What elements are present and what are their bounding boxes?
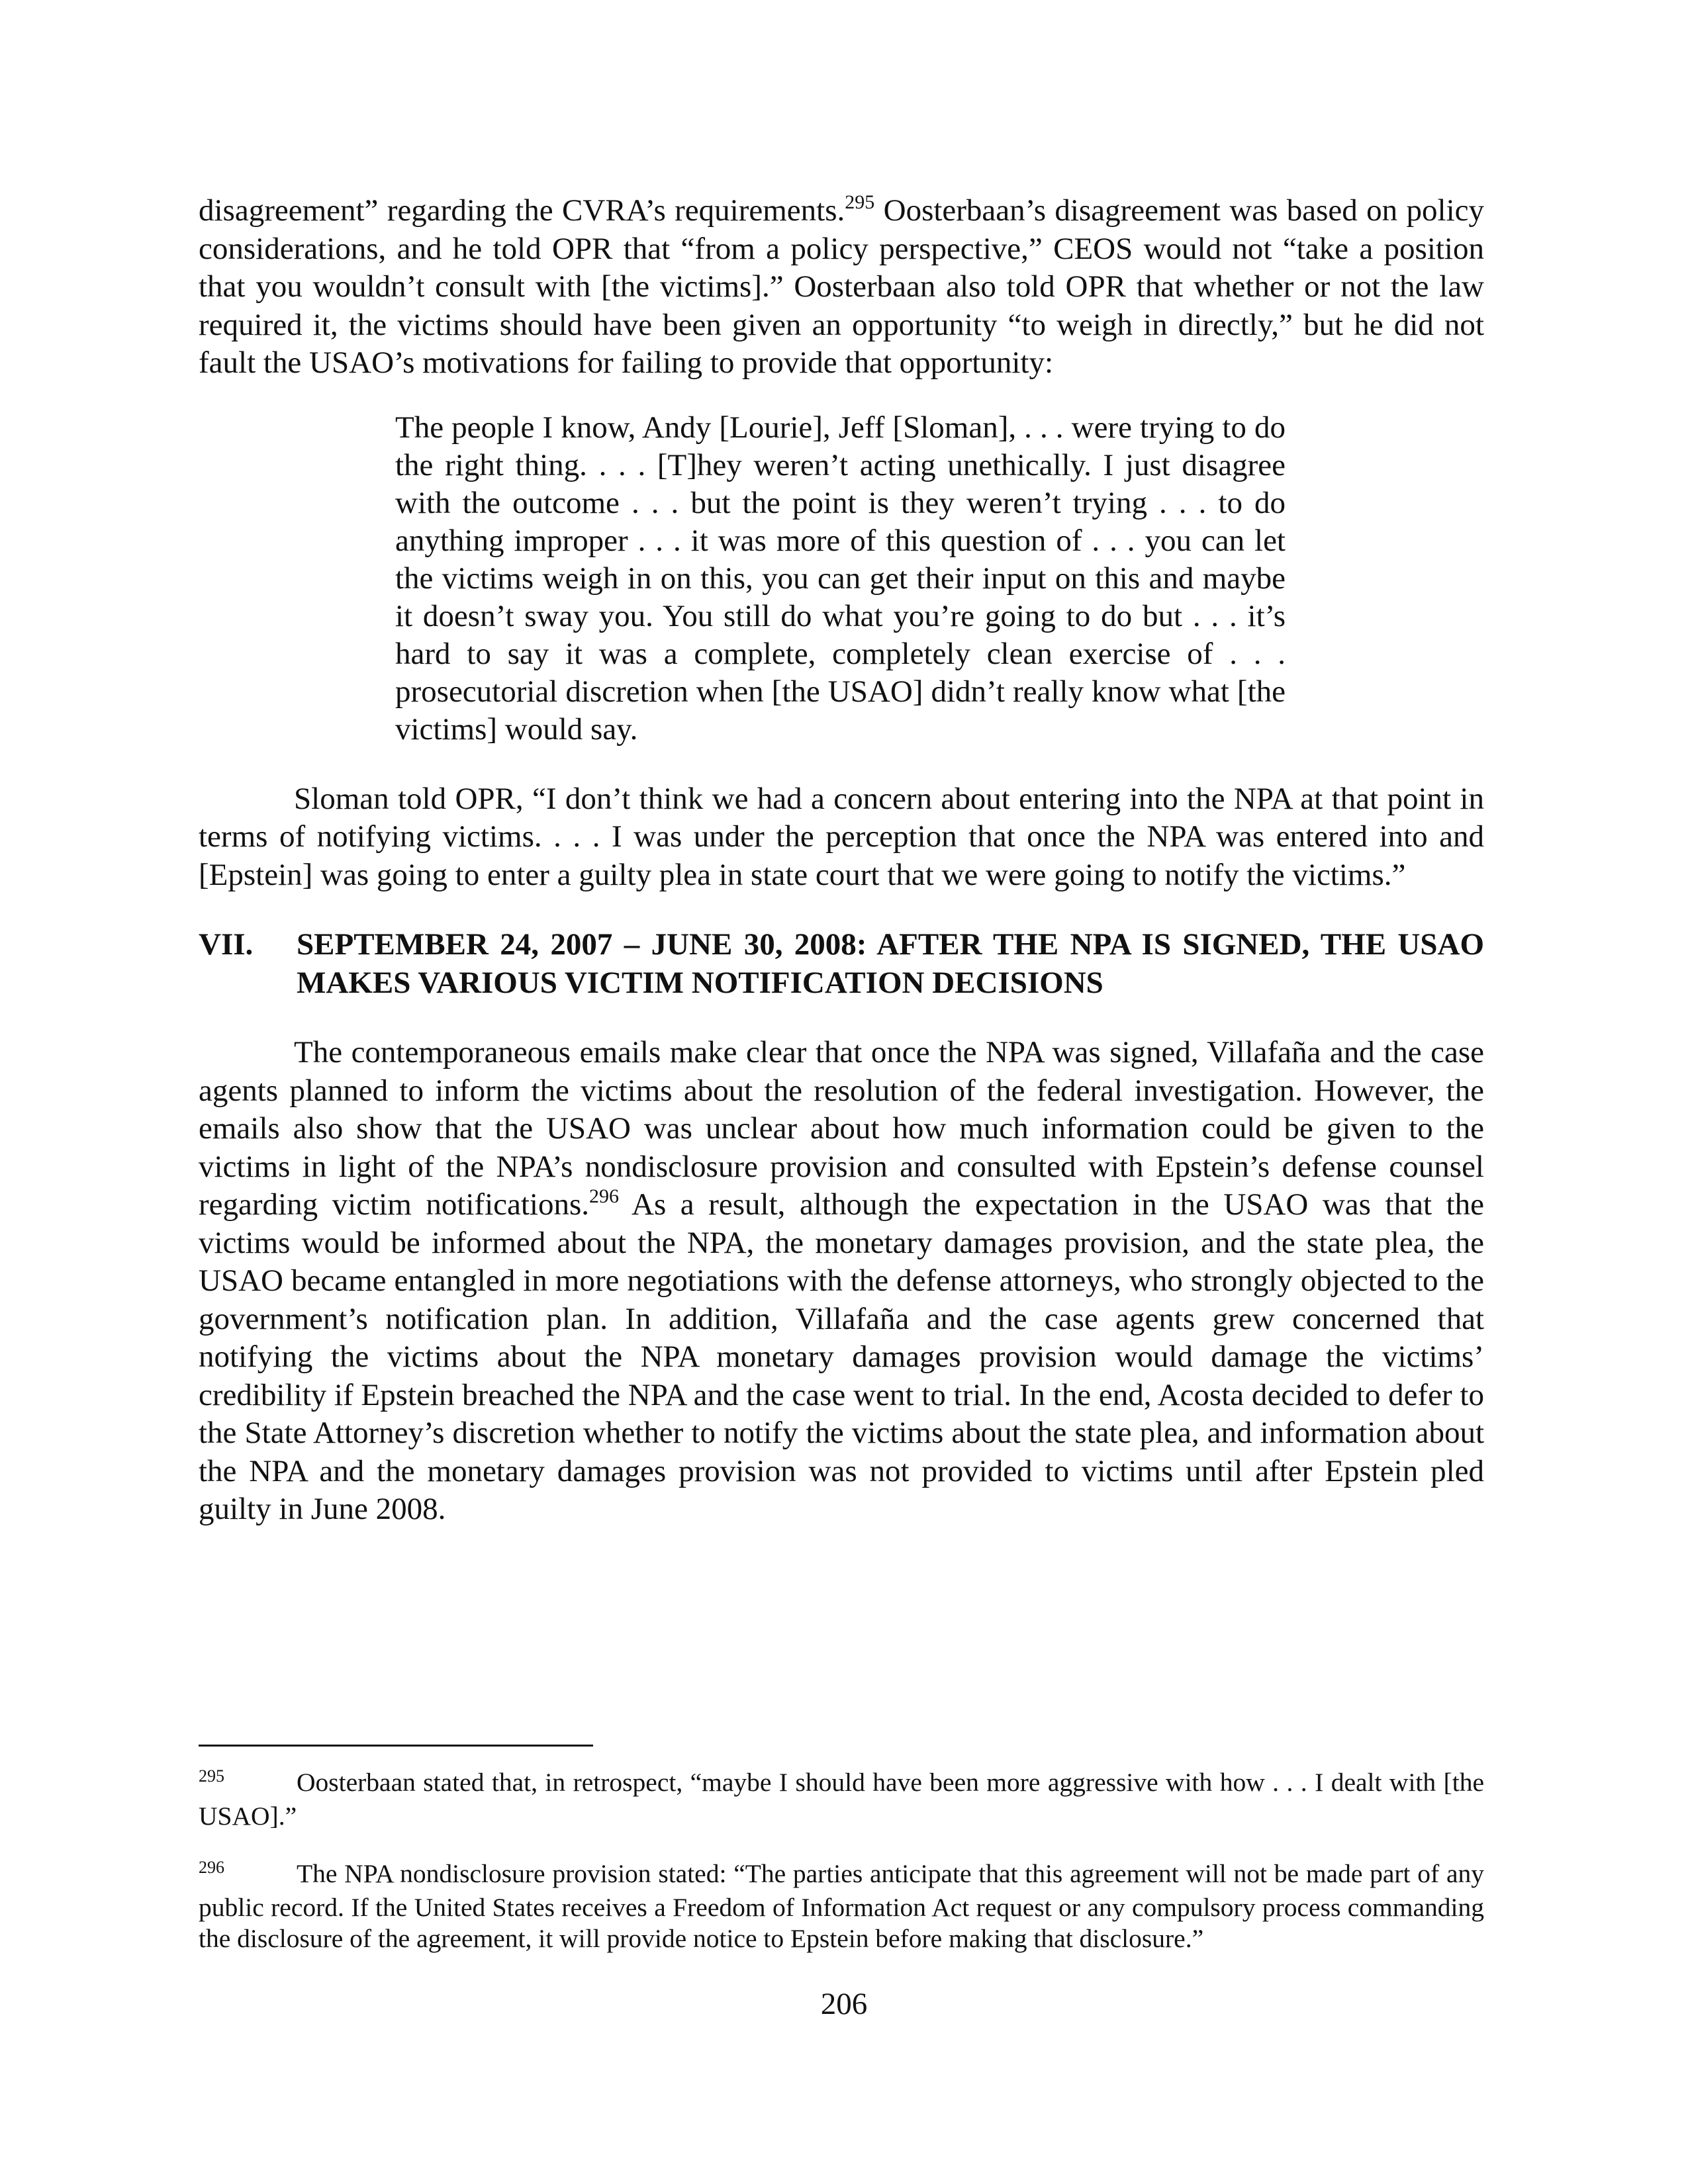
section-title: SEPTEMBER 24, 2007 – JUNE 30, 2008: AFTER THE NPA IS SIGNED, THE USAO MAKES VARIOUS VICTIM NOTIFICATION DECISIONS [297, 927, 1484, 1000]
footnote-divider [199, 1745, 593, 1747]
paragraph-text: As a result, although the expectation in the USAO was that the victims would be informed about the NPA, the monetary damages provision, and the state plea, the USAO became entangled in more negotiations with the defense attorneys, who strongly objected to the government’s notification plan. In addition, Villafaña and the case agents grew concerned that notifying the victims about the NPA monetary damages provision would damage the victims’ credibility if Epstein breached the NPA and the case went to trial. In the end, Acosta decided to defer to the State Attorney’s discretion whether to notify the victims about the state plea, and information about the NPA and the monetary damages provision was not provided to victims until after Epstein pled guilty in June 2008. [199, 1187, 1484, 1526]
paragraph-oosterbaan [199, 192, 1484, 383]
footnote-number: 296 [199, 1858, 224, 1877]
footnote-text: The NPA nondisclosure provision stated: “The parties anticipate that this agreement will not be made part of any public record. If the United States receives a Freedom of Information Act request or any compulsory process commanding the disclosure of the agreement, it will provide notice to Epstein before making that disclosure.” [199, 1859, 1484, 1953]
footnote-text: Oosterbaan stated that, in retrospect, “maybe I should have been more aggressive with how . . . I dealt with [the USAO].” [199, 1768, 1484, 1831]
document-body [199, 192, 1484, 1529]
page-number: 206 [820, 1987, 868, 2021]
paragraph-text: Oosterbaan’s disagreement was based on policy considerations, and he told OPR that “from a policy perspective,” CEOS would not “take a position that you wouldn’t consult with [the victims].” Oosterbaan also told OPR that whether or not the law required it, the victims should have been given an opportunity “to weigh in directly,” but he did not fault the USAO’s motivations for failing to provide that opportunity: [199, 193, 1485, 380]
paragraph-sloman: Sloman told OPR, “I don’t think we had a concern about entering into the NPA at that point in terms of notifying victims. . . . I was under the perception that once the NPA was entered into and [Epstein] was going to enter a guilty plea in state court that we were going to notify the victims.” [199, 781, 1484, 892]
section-number: VII. [199, 927, 254, 962]
paragraph-notification [199, 1034, 1484, 1529]
footnotes [199, 1767, 1484, 1981]
footnote-reference-295[interactable]: 295 [845, 191, 875, 213]
footnote-reference-296[interactable]: 296 [589, 1185, 620, 1207]
paragraph-text: disagreement” regarding the CVRA’s requirements. [199, 193, 845, 228]
section-heading [199, 926, 1484, 1002]
paragraph-text: The contemporaneous emails make clear that once the NPA was signed, Villafaña and the case agents planned to inform the victims about the resolution of the federal investigation. However, the emails also show that the USAO was unclear about how much information could be given to the victims in light of the NPA’s nondisclosure provision and consulted with Epstein’s defense counsel regarding victim notifications. [199, 1035, 1484, 1222]
footnote-296 [199, 1858, 1484, 1954]
footnote-number: 295 [199, 1766, 224, 1786]
block-quote: The people I know, Andy [Lourie], Jeff [Sloman], . . . were trying to do the right thing. . . . [T]hey weren’t acting unethically. I just disagree with the outcome . . . but the point is they weren’t trying . . . to do anything improper . . . it was more of this question of . . . you can let the victims weigh in on this, you can get their input on this and maybe it doesn’t sway you. You still do what you’re going to do but . . . it’s hard to say it was a complete, completely clean exercise of . . . prosecutorial discretion when [the USAO] didn’t really know what [the victims] would say. [395, 410, 1286, 747]
footnote-295 [199, 1767, 1484, 1832]
